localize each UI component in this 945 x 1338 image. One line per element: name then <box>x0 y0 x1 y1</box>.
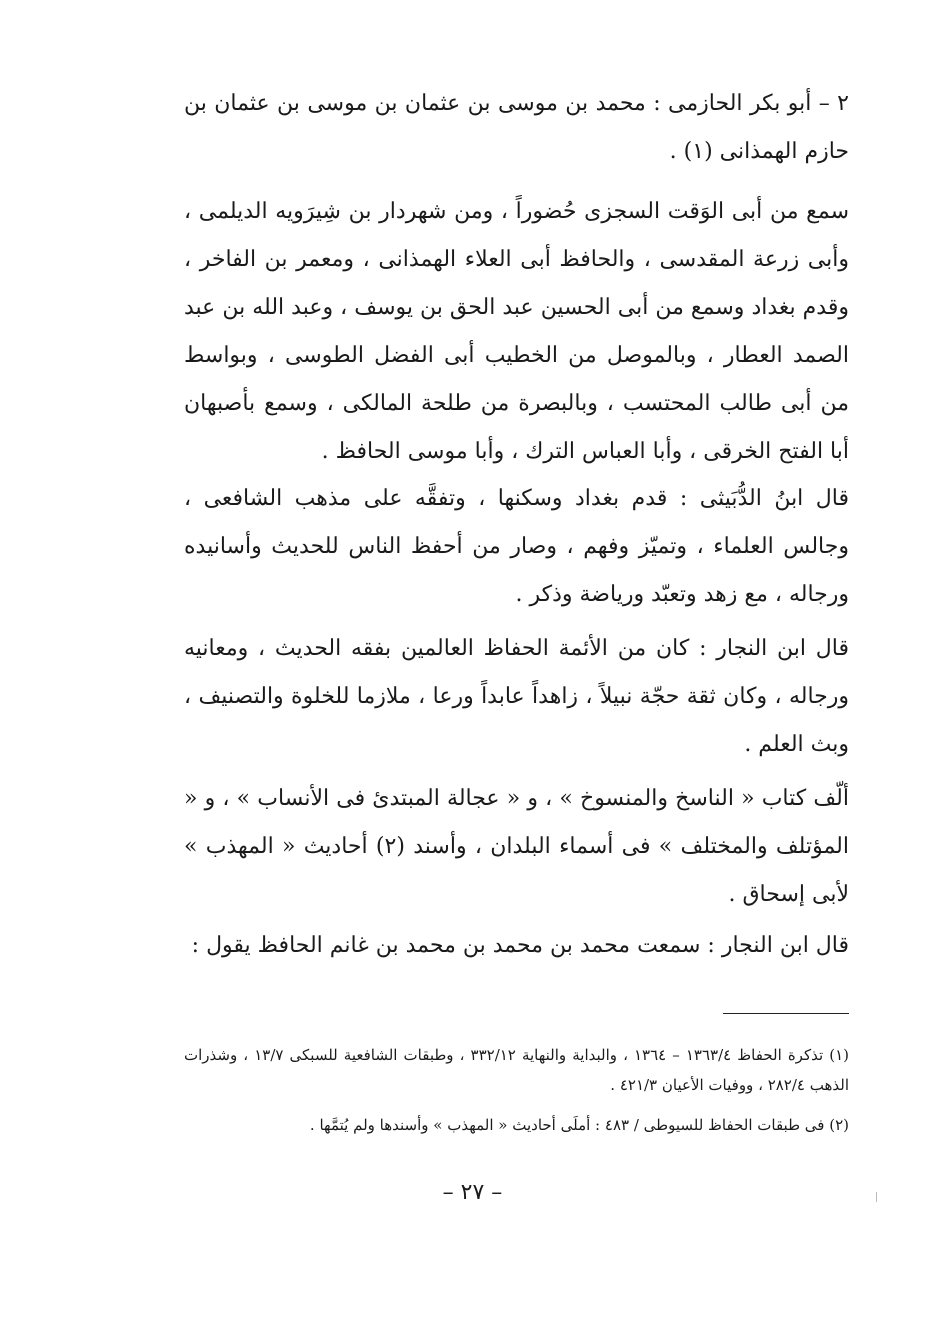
paragraph-works: ألّف كتاب « الناسخ والمنسوخ » ، و « عجالة المبتدئ فى الأنساب » ، و « المؤتلف والمختلف » فى أسماء البلدان ، وأسند (٢) أحاديث « المهذب » لأبى إسحاق . <box>184 786 849 907</box>
footnote-1: (١) تذكرة الحفاظ ١٣٦٣/٤ – ١٣٦٤ ، والبداية والنهاية ٣٣٢/١٢ ، وطبقات الشافعية للسبكى ١٣/٧ ، وشذرات الذهب ٢٨٢/٤ ، ووفيات الأعيان ٤٢١/٣ . <box>184 1046 849 1094</box>
margin-mark <box>876 1192 877 1202</box>
footnote-2: (٢) فى طبقات الحفاظ للسيوطى / ٤٨٣ : أملَى أحاديث « المهذب » وأسندها ولم يُتمَّها . <box>309 1116 849 1134</box>
paragraph-ibn-dubaythi: قال ابنُ الدُّبَيثى : قدم بغداد وسكنها ، وتفقَّه على مذهب الشافعى ، وجالس العلماء ، وتميّز وفهم ، وصار من أحفظ الناس للحديث وأسانيده ورجاله ، مع زهد وتعبّد ورياضة وذكر . <box>184 486 849 607</box>
footnote-separator <box>723 1013 849 1014</box>
biography-entry-heading: ٢ – أبو بكر الحازمى : محمد بن موسى بن عثمان بن موسى بن عثمان بن حازم الهمذانى (١) . <box>184 91 849 164</box>
page-number: – ٢٧ – <box>442 1180 503 1205</box>
paragraph-ibn-najjar-praise: قال ابن النجار : كان من الأئمة الحفاظ العالمين بفقه الحديث ، ومعانيه ورجاله ، وكان ثقة حجّة نبيلاً ، زاهداً عابداً ورعا ، ملازما للخلوة والتصنيف ، وبث العلم . <box>184 636 849 757</box>
footnotes-section <box>184 1040 849 1150</box>
paragraph-ibn-najjar-quote: قال ابن النجار : سمعت محمد بن محمد بن محمد بن غانم الحافظ يقول : <box>191 933 849 958</box>
paragraph-teachers: سمع من أبى الوَقت السجزى حُضوراً ، ومن شهردار بن شِيرَويه الديلمى ، وأبى زرعة المقدسى ، والحافظ أبى العلاء الهمذانى ، ومعمر بن الفاخر ، وقدم بغداد وسمع من أبى الحسين عبد الحق بن يوسف ، وعبد الله بن عبد الصمد العطار ، وبالموصل من الخطيب أبى الفضل الطوسى ، وبواسط من أبى طالب المحتسب ، وبالبصرة من طلحة المالكى ، وسمع بأصبهان أبا الفتح الخرقى ، وأبا العباس الترك ، وأبا موسى الحافظ . <box>184 199 849 464</box>
